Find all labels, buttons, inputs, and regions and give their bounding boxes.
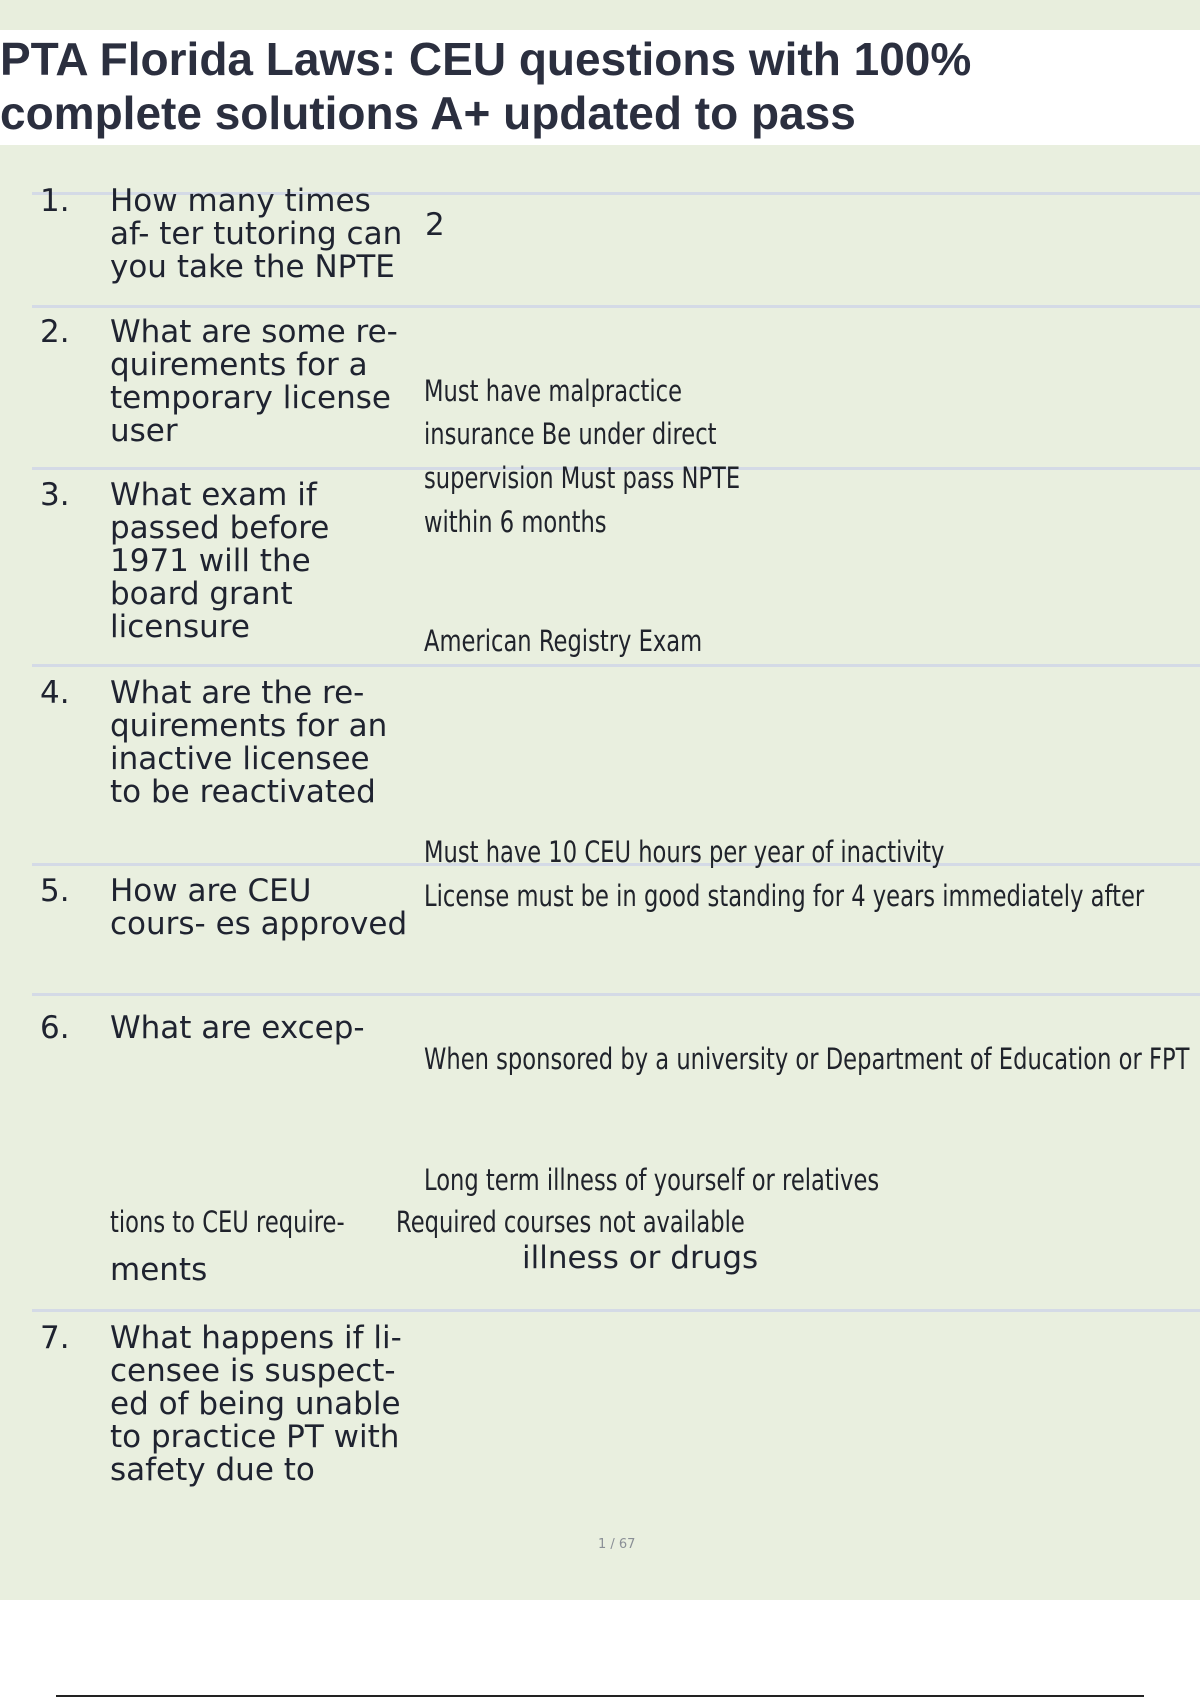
answer-line: within 6 months (424, 505, 607, 539)
question-number: 4. (40, 675, 70, 711)
document-title: PTA Florida Laws: CEU questions with 100% complete solutions A+ updated to pass (0, 33, 972, 139)
answer-continuation: illness or drugs (522, 1240, 759, 1276)
row-divider (32, 993, 1200, 996)
answer-text: 2 (425, 207, 445, 243)
question-number: 2. (40, 314, 70, 350)
question-number: 3. (40, 477, 70, 513)
question-text: How are CEU cours- es approved (110, 873, 408, 942)
row-divider (32, 1309, 1200, 1312)
answer-line: Must have 10 CEU hours per year of inactivity (424, 835, 945, 869)
bottom-rule (56, 1695, 1144, 1697)
answer-line: Required courses not available (396, 1205, 745, 1239)
row-divider (32, 305, 1200, 308)
question-text: What are the re- quirements for an inactive licensee to be reactivated (110, 675, 388, 810)
question-text: What are some re- quirements for a temporary license user (110, 314, 398, 449)
question-number: 7. (40, 1320, 70, 1356)
question-number: 5. (40, 873, 70, 909)
page-number: 1 / 67 (598, 1537, 636, 1552)
question-text: What happens if li- censee is suspect- ed of being unable to practice PT with safety due to (110, 1320, 402, 1488)
question-text-end: ments (110, 1252, 208, 1288)
question-number: 1. (40, 183, 70, 219)
question-text-start: What are excep- (110, 1010, 365, 1046)
question-text-continued: tions to CEU require- (110, 1205, 345, 1239)
question-number: 6. (40, 1010, 70, 1046)
question-text: What exam if passed before 1971 will the board grant licensure (110, 477, 330, 645)
answer-line: supervision Must pass NPTE (424, 461, 741, 495)
answer-text: When sponsored by a university or Department of Education or FPT (424, 1042, 1190, 1076)
question-text: How many times af- ter tutoring can you take the NPTE (110, 183, 403, 285)
answer-line: Long term illness of yourself or relatives (424, 1163, 880, 1197)
answer-text: American Registry Exam (424, 624, 703, 658)
answer-line: Must have malpractice (424, 374, 683, 408)
answer-line: License must be in good standing for 4 years immediately after (424, 879, 1145, 913)
answer-line: insurance Be under direct (424, 417, 717, 451)
top-strip (0, 0, 1200, 30)
row-divider (32, 664, 1200, 667)
